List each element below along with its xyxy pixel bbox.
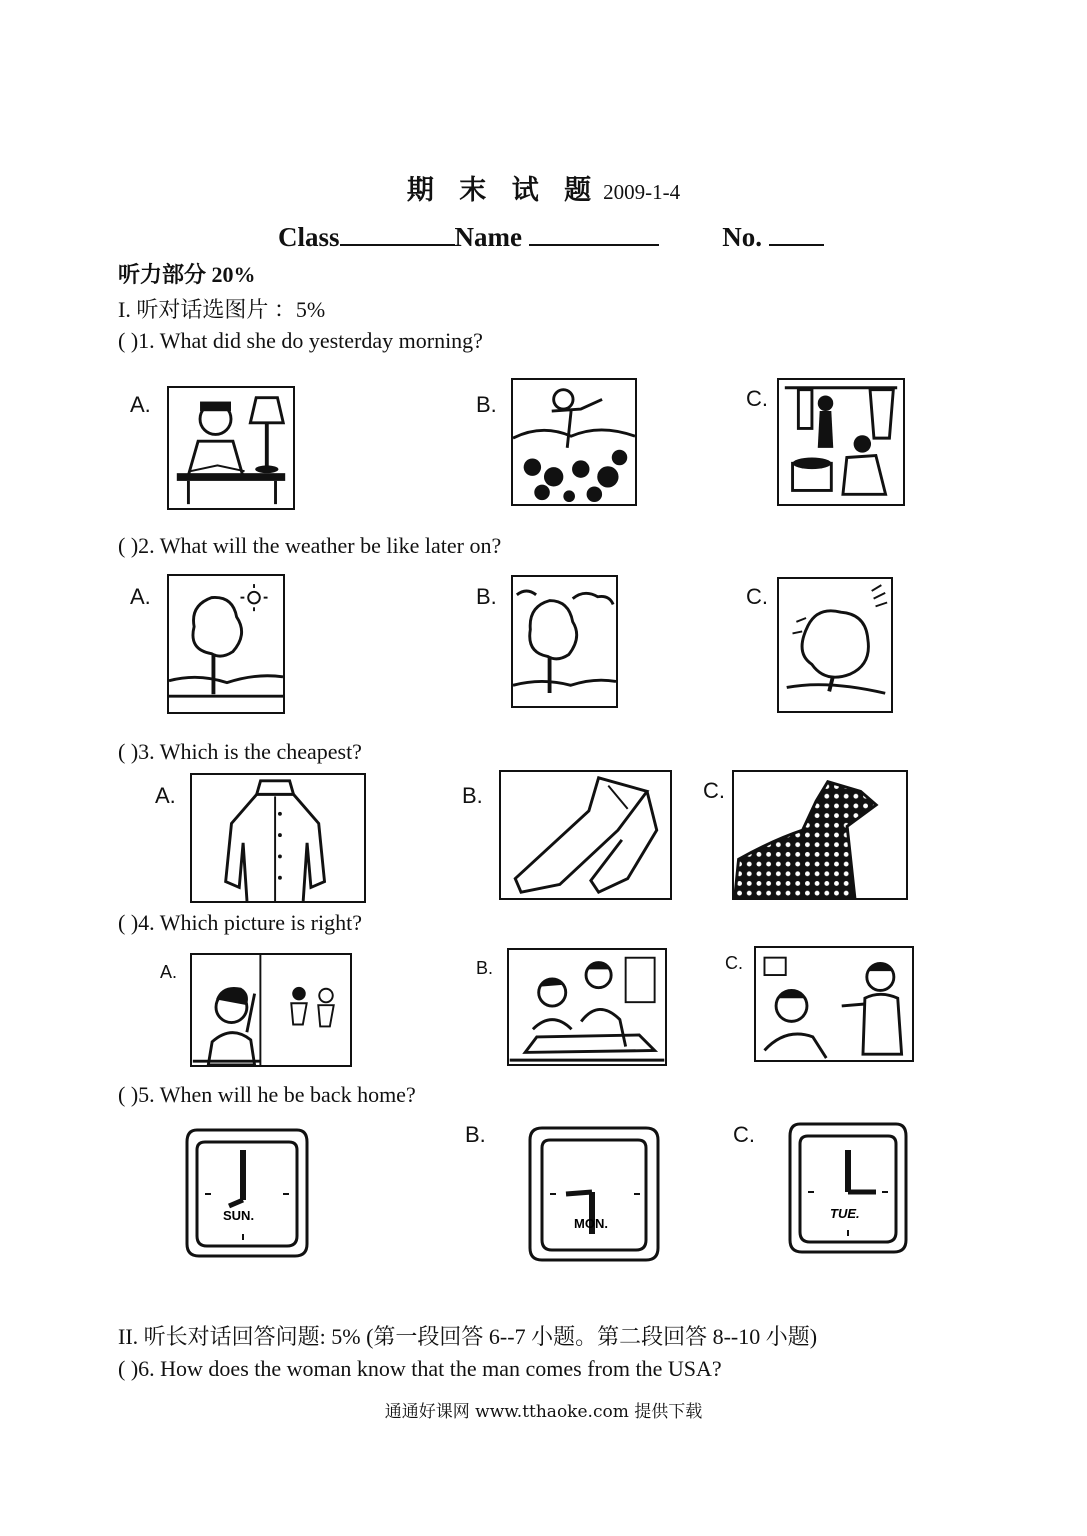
washing-clothes-icon: [779, 380, 903, 504]
q3-option-c-label: C.: [703, 778, 725, 803]
q5-clock-c-tuesday[interactable]: [786, 1118, 910, 1258]
question-3: ( )3. Which is the cheapest?: [118, 739, 362, 764]
question-6: ( )6. How does the woman know that the man comes from the USA?: [118, 1356, 722, 1381]
q2-option-c-label: C.: [746, 584, 768, 609]
no-blank[interactable]: [769, 222, 824, 246]
q3-option-b-label: B.: [462, 783, 483, 808]
q1-picture-c-laundry[interactable]: [777, 378, 905, 506]
trousers-icon: [501, 772, 670, 898]
reading-at-desk-icon: [169, 388, 293, 508]
q3-picture-a-coat[interactable]: [190, 773, 366, 903]
clock-a-day: SUN.: [223, 1208, 255, 1223]
dress-icon: [734, 772, 906, 898]
q3-picture-c-dress[interactable]: [732, 770, 908, 900]
q4-picture-b-desk[interactable]: [507, 948, 667, 1066]
clock-tuesday-icon: [786, 1118, 910, 1258]
q1-picture-b-gardening[interactable]: [511, 378, 637, 506]
class-blank[interactable]: [340, 222, 455, 246]
cloudy-tree-icon: [513, 577, 616, 706]
coat-icon: [192, 775, 364, 901]
clock-c-day: TUE.: [830, 1206, 860, 1221]
sunny-tree-icon: [169, 576, 283, 712]
question-4: ( )4. Which picture is right?: [118, 910, 362, 935]
name-blank[interactable]: [529, 222, 659, 246]
clock-b-day: MON.: [574, 1216, 608, 1231]
q4-picture-a-classroom[interactable]: [190, 953, 352, 1067]
no-label: No.: [722, 222, 762, 252]
q2-option-b-label: B.: [476, 584, 497, 609]
q5-option-b-label: B.: [465, 1122, 486, 1147]
question-1: ( )1. What did she do yesterday morning?: [118, 328, 483, 353]
q5-clock-a-sunday[interactable]: [183, 1124, 311, 1262]
students-at-desk-icon: [509, 950, 665, 1064]
q5-clock-b-monday[interactable]: [526, 1122, 662, 1266]
title-date: 2009-1-4: [603, 180, 681, 204]
question-2: ( )2. What will the weather be like later on?: [118, 533, 502, 558]
q5-option-c-label: C.: [733, 1122, 755, 1147]
footer-text: 通通好课网 www.tthaoke.com 提供下载: [384, 1402, 703, 1422]
name-label: Name: [454, 222, 522, 252]
q4-option-c-label: C.: [725, 953, 743, 973]
clock-monday-icon: [526, 1122, 662, 1266]
q4-option-a-label: A.: [160, 962, 178, 982]
class-label: Class: [278, 222, 340, 252]
teacher-pointing-icon: [192, 955, 350, 1065]
q4-option-b-label: B.: [476, 958, 494, 978]
part2-heading: II. 听长对话回答问题: 5% (第一段回答 6--7 小题。第二段回答 8--10 小题): [118, 1324, 818, 1349]
q3-option-a-label: A.: [155, 783, 176, 808]
q1-option-a-label: A.: [130, 392, 151, 417]
q1-option-b-label: B.: [476, 392, 497, 417]
teacher-student-icon: [756, 948, 912, 1060]
windy-tree-icon: [779, 579, 891, 711]
q3-picture-b-trousers[interactable]: [499, 770, 672, 900]
page-title: [0, 168, 1087, 207]
q2-picture-b-cloudy[interactable]: [511, 575, 618, 708]
q1-option-c-label: C.: [746, 386, 768, 411]
q2-picture-c-windy[interactable]: [777, 577, 893, 713]
question-5: ( )5. When will he be back home?: [118, 1082, 416, 1107]
garden-flowers-icon: [513, 380, 635, 504]
title-text: 期 末 试 题: [406, 175, 600, 206]
student-info-line: [278, 222, 824, 253]
clock-sunday-icon: [183, 1124, 311, 1262]
listening-heading: 听力部分 20%: [118, 262, 256, 287]
part1-heading: I. 听对话选图片 ：5%: [118, 297, 326, 322]
q2-picture-a-sunny[interactable]: [167, 574, 285, 714]
q4-picture-c-talking[interactable]: [754, 946, 914, 1062]
q1-picture-a-reading[interactable]: [167, 386, 295, 510]
q2-option-a-label: A.: [130, 584, 151, 609]
